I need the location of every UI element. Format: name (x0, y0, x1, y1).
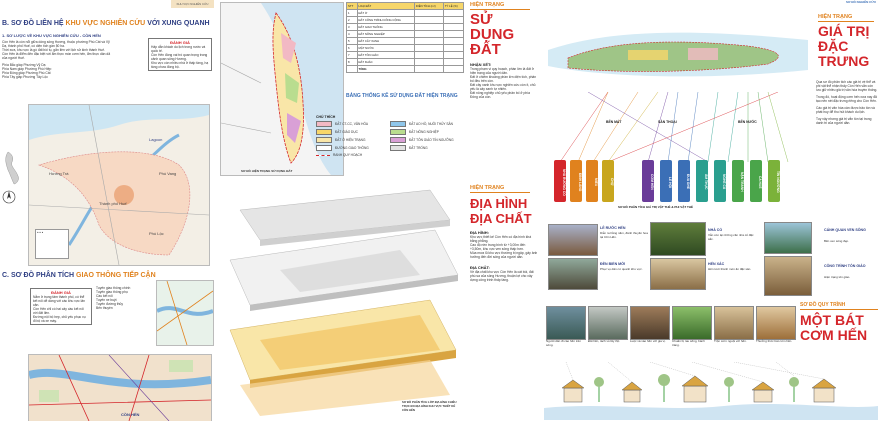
ward: Phía Nam giáp Phường Phú Hiệp (2, 67, 52, 71)
terrain-note: Khu vực thiết kế Cồn Hến có địa hình khá bằng phẳng. (470, 235, 532, 243)
heading-geology: ĐỊA CHẤT (470, 211, 532, 226)
table-title: BẢNG THỐNG KÊ SỬ DỤNG ĐẤT HIỆN TRẠNG (346, 93, 458, 99)
photo-text: Hiện trạng tôn giáo. (824, 275, 851, 279)
map-label-lagoon: Lagoon (149, 137, 163, 142)
traffic-list (96, 286, 156, 310)
context-bullets (2, 40, 112, 79)
region-map (28, 104, 210, 266)
values-para: Các giá trị văn hóa cần được bảo tồn và phát huy để thu hút khách du lịch. (816, 106, 875, 114)
bullet: Thời xưa, khu vực là gò đất bồi tụ, gắn liền với lịch sử kinh thành Huế. (2, 48, 105, 52)
label-ben-mat: BẾN MÁT (606, 120, 622, 124)
legend-item: ĐẤT TÔN GIÁO TÍN NGƯỠNG (390, 137, 464, 143)
remark: Đất nông nghiệp chủ yếu phân bố ở phía Đông của cồn. (470, 91, 530, 99)
table-row: 4 ĐẤT NÔNG NGHIỆP (347, 31, 464, 38)
label-san-thoai: SÂN THOẠI (658, 120, 677, 124)
table-row: TỔNG (347, 66, 464, 73)
legend-item: ĐẤT Ở HIỆN TRẠNG (316, 137, 390, 143)
photo-hen (650, 258, 706, 290)
value-tab: NẶN TRANH (732, 160, 744, 202)
heading-values-2: ĐẶC (818, 38, 849, 54)
column-landuse (218, 0, 466, 421)
traffic-item: Tuyến xe buýt (96, 298, 117, 302)
traffic-item: Bến thuyền (96, 306, 113, 310)
title-prefix: B. SƠ ĐỒ LIÊN HỆ (2, 20, 64, 27)
terrain-caption: SƠ ĐỒ PHÂN TÍCH LỚP ĐỊA HÌNH CHIỀU TRỤC ĐO ĐỊA HÌNH KHU VỰC THIẾT KẾ CỒN HẾN (402, 400, 457, 412)
value-tab: ÂM THỰC (696, 160, 708, 202)
photo-label: ĐỀN BIỂN MỚI (600, 262, 626, 266)
step-text: Người dân đi cào hến trên sông. (546, 339, 581, 347)
values-text (816, 80, 878, 125)
step-photo (630, 306, 670, 340)
legend-item: ĐẤT GIÁO DỤC (316, 129, 390, 135)
terrain-note: Cao độ nền trung bình từ +3,00m đến +3,50m, khu vực ven sông thấp hơn. (470, 243, 526, 251)
step-text: Chuẩn bị rau sống, bánh tráng. (672, 339, 705, 347)
value-tabs (548, 160, 808, 206)
photo-temple (548, 258, 598, 290)
heading-process-2: CƠM HẾN (800, 327, 868, 343)
eval-item: Cồn Hến chỉ có hai cây cầu kết nối với đất liền. (33, 307, 84, 315)
table-header: TỶ LỆ (%) (443, 3, 463, 10)
title-highlight: KHU VỰC NGHIÊN CỨU (65, 20, 146, 27)
mini-vn-map (2, 150, 26, 186)
traffic-eval-box (30, 288, 92, 325)
photo-text: Vẫn còn lại những căn nhà cổ đặc sắc. (708, 233, 754, 241)
step-text: Luộc và xào hến với gia vị. (630, 339, 666, 343)
legend-item: ĐẤT NÔNG NGHIỆP (390, 129, 464, 135)
traffic-map (28, 354, 212, 421)
value-tab: NHÀ RƯỜNG CỔ (554, 160, 566, 202)
ward: Phía Đông giáp Phường Phú Cát (2, 71, 51, 75)
legend-item: ĐẤT CT-CC, VĂN HÓA (316, 121, 390, 127)
values-para: Qua sơ đồ phân tích các giá trị về thể và phi vật thể nhận thấy Cồn Hến vẫn còn lưu giữ nhiều giá trị văn hóa truyền thống. (816, 80, 878, 92)
value-tab: CA HUẾ (750, 160, 762, 202)
map-label: Hương Trà (49, 171, 69, 176)
eval-item: Nằm ở trung tâm thành phố, có thể kết nối dễ dàng với các khu vực lân cận. (33, 295, 86, 307)
step-text: Thưởng thức bát cơm hến. (756, 339, 793, 343)
table-row: 6 MẶT NƯỚC (347, 45, 464, 52)
traffic-item: Cầu kết nối (96, 294, 113, 298)
heading-small: SƠ ĐỒ QUY TRÌNH (800, 302, 846, 308)
eval-item: Đường nội bộ hẹp, chủ yếu phục vụ đi bộ và xe máy. (33, 315, 86, 323)
table-header: STT (347, 3, 358, 10)
eval-item: Cồn Hến đóng vai trò quan trọng trong cảnh quan sông Hương. (151, 53, 208, 61)
photo-text: Phục vụ dân cư quanh khu vực. (600, 267, 643, 271)
landuse-table-wrap (346, 2, 464, 99)
table-row: 5 ĐẤT CÂY XANH (347, 38, 464, 45)
photo-label: LỄ RƯỚC HẾN (600, 226, 626, 230)
evaluation-box (148, 38, 212, 71)
remark: Đất ở chiếm khoảng phần lớn diện tích, phân bố đều trên cồn. (470, 75, 537, 83)
tag-top: SƠ ĐỒ NGHIÊN CỨU (845, 0, 876, 4)
traffic-item: Tuyến đường thủy (96, 302, 123, 306)
label-ben-nuoc: BẾN NƯỚC (738, 120, 757, 124)
legend-item: ĐẤT AO HỒ, NUÔI THỦY SẢN (390, 121, 464, 127)
evaluation-header: ĐÁNH GIÁ (51, 290, 71, 295)
value-tab: ĐUA GHE (678, 160, 690, 202)
value-tab: NGHỀ CÁ (714, 160, 726, 202)
map-logo: CỒN HẾN (121, 412, 140, 417)
table-header: LOẠI ĐẤT (357, 3, 414, 10)
photo-text: Diễn ra hằng năm, đánh thuyền hoa tại Cồn Hến. (600, 231, 648, 239)
value-tab: MIẾU (586, 160, 598, 202)
step-photo (546, 306, 586, 340)
table-row: 8 ĐẤT KHÁC (347, 59, 464, 66)
tabs-caption: SƠ ĐỒ PHÂN TÍCH GIÁ TRỊ VẬT THỂ & PHI VẬT THỂ (618, 205, 694, 209)
table-row: 1 ĐẤT Ở (347, 10, 464, 17)
photo-festival (548, 224, 598, 256)
section-c-title (2, 272, 214, 280)
heading-small: HIỆN TRẠNG (470, 2, 505, 8)
column-values (542, 0, 880, 421)
step-photo (588, 306, 628, 340)
value-tab: TÍN NGƯỠNG (768, 160, 780, 202)
north-arrow-icon (2, 190, 22, 210)
terrain-note: Mùa mưa lũ khu vực thường bị ngập, gây ảnh hưởng đến đời sống của người dân. (470, 251, 538, 259)
traffic-item: Tuyến giao thông phụ (96, 290, 128, 294)
map-label: Phú Vang (159, 171, 177, 176)
process-steps (544, 340, 798, 358)
photo-label: CÔNG TRÌNH TÔN GIÁO (824, 264, 866, 268)
step-text: Đãi hến, tách vỏ lấy thịt. (588, 339, 621, 343)
values-para: Tuy vậy nhưng giá trị vẫn tồn tại trong danh tri của người dân. (816, 117, 872, 125)
value-tab: LỄ HỘI (660, 160, 672, 202)
legend-item: RANH QUY HOẠCH (316, 153, 390, 157)
eval-item: Hấp dẫn khách du lịch trong nước và quốc tế. (151, 45, 206, 53)
table-row: 2 ĐẤT CÔNG TRÌNH CÔNG CỘNG (347, 17, 464, 24)
terrain-heading: ĐỊA HÌNH: (470, 230, 489, 235)
heading-values-1: GIÁ TRỊ (818, 23, 870, 39)
table-row: 7 ĐẤT TÔN GIÁO (347, 52, 464, 59)
photo-old-house (650, 222, 706, 256)
ward: Phía Tây giáp Phường Tây Lộc (2, 75, 48, 79)
eval-item: Khu vực còn nhiều nhà ở thấp tầng, hạ tầng chưa đồng bộ. (151, 61, 209, 69)
legend-title: CHÚ THÍCH (316, 115, 336, 119)
value-tab: CHỢ (602, 160, 614, 202)
table-row: 3 ĐẤT GIAO THÔNG (347, 24, 464, 31)
process-photos (544, 306, 798, 342)
evaluation-header: ĐÁNH GIÁ (170, 40, 190, 45)
terrain-notes (470, 230, 538, 282)
legend-item: ĐẤT TRỐNG (390, 145, 464, 151)
section-b-title (2, 20, 214, 28)
heading-values-3: TRƯNG (818, 53, 870, 69)
section-b-subtitle: 1. SƠ LƯỢC VỀ KHU VỰC NGHIÊN CỨU - CỒN HẾN (2, 33, 101, 38)
map-caption: SƠ ĐỒ HIỆN TRẠNG SỬ DỤNG ĐẤT (241, 169, 293, 173)
remark: Trong phạm vi quy hoạch, phần lớn là đất ở hiện trạng của người dân. (470, 67, 534, 75)
photo-label: HẾN XÁC (708, 262, 725, 266)
process-sketch (544, 362, 878, 420)
step-photo (756, 306, 796, 340)
column-notes (468, 0, 540, 421)
heading-small: HIỆN TRẠNG (470, 185, 505, 191)
table-header: DIỆN TÍCH (m²) (414, 3, 443, 10)
map-legend: ● ● ● (35, 229, 69, 259)
bullet: Cồn Hến là điểm đến đặc biệt với ẩm thực món cơm hến, ẩm thực dân dã của người Huế. (2, 52, 111, 60)
value-tab: CƠM HẾN (642, 160, 654, 202)
step-photo (714, 306, 754, 340)
title-suffix: VỚI XUNG QUANH (147, 20, 210, 27)
values-para: Trong đó, hoạt động cơm hến xưa nay đã tạo nên nét đặc trưng riêng cho Cồn Hến. (816, 95, 877, 103)
bullet: Cồn Hến là cồn nổi giữa dòng sông Hương, thuộc phường Phú Cát và Vỹ Dạ, thành phố Huế, có diện tích gần 50 ha. (2, 40, 110, 48)
values-plan (548, 20, 808, 92)
remark-heading: NHẬN XÉT: (470, 62, 492, 67)
map-label: Thành phố Huế (99, 201, 127, 206)
photo-riverside (764, 222, 812, 254)
value-tab: ĐÌNH LÀNG (570, 160, 582, 202)
column-context (0, 0, 214, 421)
map-label: Phú Lộc (149, 231, 164, 236)
traffic-mini-map (156, 280, 214, 346)
photo-label: NHÀ CỔ (708, 228, 723, 232)
photo-text: Hến tươi thành món ăn đặc sản. (708, 267, 752, 271)
terrain-axonometric (220, 180, 464, 418)
geology-heading: ĐỊA CHẤT: (470, 265, 490, 270)
corner-tag: KHU VỰC NGHIÊN CỨU (171, 0, 214, 8)
ward: Phía Bắc giáp Phường Vỹ Dạ (2, 63, 46, 67)
remark: Đất cây xanh khu vực nghiên cứu còn ít, chủ yếu là cây xanh tự nhiên. (470, 83, 536, 91)
photo-text: Bến ven sông đẹp. (824, 239, 850, 243)
heading-landuse: SỬ DỤNG ĐẤT (470, 11, 515, 58)
title-highlight: GIAO THÔNG TIẾP CẬN (76, 272, 156, 279)
landuse-remarks (470, 62, 538, 99)
legend-item: ĐƯỜNG GIAO THÔNG (316, 145, 390, 151)
photo-religious (764, 256, 812, 296)
heading-process-1: MỘT BÁT (800, 312, 864, 328)
geology-note: Về địa chất khu vực Cồn Hến là cát bồi, đất phù sa của sông Hương, thuận lợi cho xây dựng công trình thấp tầng. (470, 270, 534, 282)
heading-small: HIỆN TRẠNG (818, 14, 853, 20)
landuse-legend (316, 115, 464, 159)
connector-lines (548, 92, 804, 162)
title-prefix: C. SƠ ĐỒ PHÂN TÍCH (2, 272, 75, 279)
traffic-item: Tuyến giao thông chính (96, 286, 131, 290)
photo-label: CÁNH QUAN VEN SÔNG (824, 228, 866, 232)
landuse-table (346, 2, 464, 73)
step-photo (672, 306, 712, 340)
heading-terrain: ĐỊA HÌNH (470, 196, 528, 211)
step-text: Trộn cơm nguội với hến. (714, 339, 747, 343)
